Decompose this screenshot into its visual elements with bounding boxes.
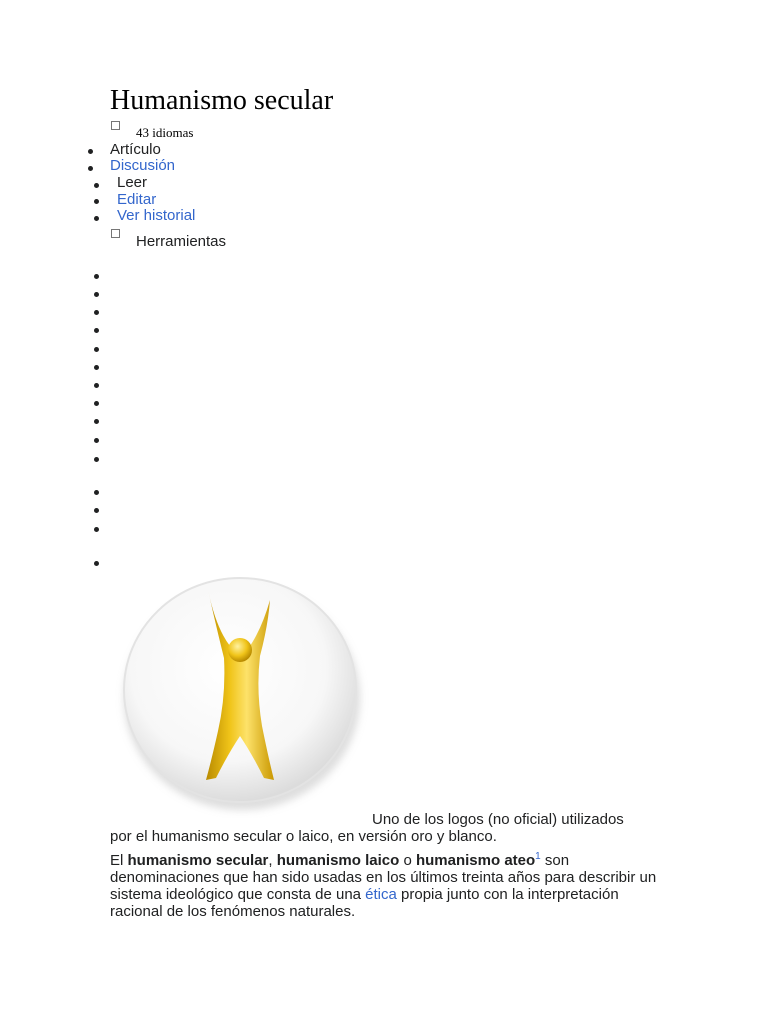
bullet [88, 149, 93, 154]
empty-list-item [94, 490, 99, 495]
figure-caption-line2: por el humanismo secular o laico, en versión oro y blanco. [110, 828, 497, 845]
empty-list-item [94, 419, 99, 424]
empty-list-item [94, 328, 99, 333]
languages-checkbox[interactable] [111, 121, 120, 130]
bullet [94, 216, 99, 221]
figure-caption-line1: Uno de los logos (no oficial) utilizados [372, 811, 624, 828]
empty-list-item [94, 292, 99, 297]
tab-discussion[interactable]: Discusión [110, 157, 176, 174]
bullet [94, 183, 99, 188]
bullet [88, 166, 93, 171]
tab-edit[interactable]: Editar [117, 191, 157, 208]
tab-read[interactable]: Leer [117, 174, 148, 191]
bold-term-laico: humanismo laico [276, 852, 400, 869]
empty-list-item [94, 347, 99, 352]
bold-term-secular: humanismo secular [127, 852, 269, 869]
empty-list-item [94, 401, 99, 406]
empty-list-item [94, 310, 99, 315]
languages-button[interactable]: 43 idiomas [136, 125, 194, 140]
tab-article[interactable]: Artículo [110, 141, 161, 158]
empty-list-item [94, 274, 99, 279]
reference-link[interactable]: 1 [535, 851, 541, 862]
tools-checkbox[interactable] [111, 229, 120, 238]
empty-list-item [94, 365, 99, 370]
empty-list-item [94, 457, 99, 462]
empty-list-item [94, 383, 99, 388]
humanism-figure-head [228, 638, 252, 662]
bullet [94, 199, 99, 204]
tools-button[interactable]: Herramientas [136, 233, 227, 250]
empty-list-item [94, 527, 99, 532]
humanism-logo-image[interactable] [112, 566, 372, 818]
empty-list-item [94, 438, 99, 443]
bold-term-ateo: humanismo ateo [415, 852, 536, 869]
tab-history[interactable]: Ver historial [117, 207, 196, 224]
etica-link[interactable]: ética [365, 886, 397, 903]
empty-list-item [94, 561, 99, 566]
intro-paragraph: El humanismo secular, humanismo laico o humanismo ateo$^1$ son denominaciones que han sido usadas en los últimos treinta años para describir un sistema ideológico que consta de una ética propia junto con la interpretación racional de los fenómenos naturales. [110, 851, 657, 920]
empty-list-item [94, 508, 99, 513]
page-title: Humanismo secular [110, 85, 334, 116]
